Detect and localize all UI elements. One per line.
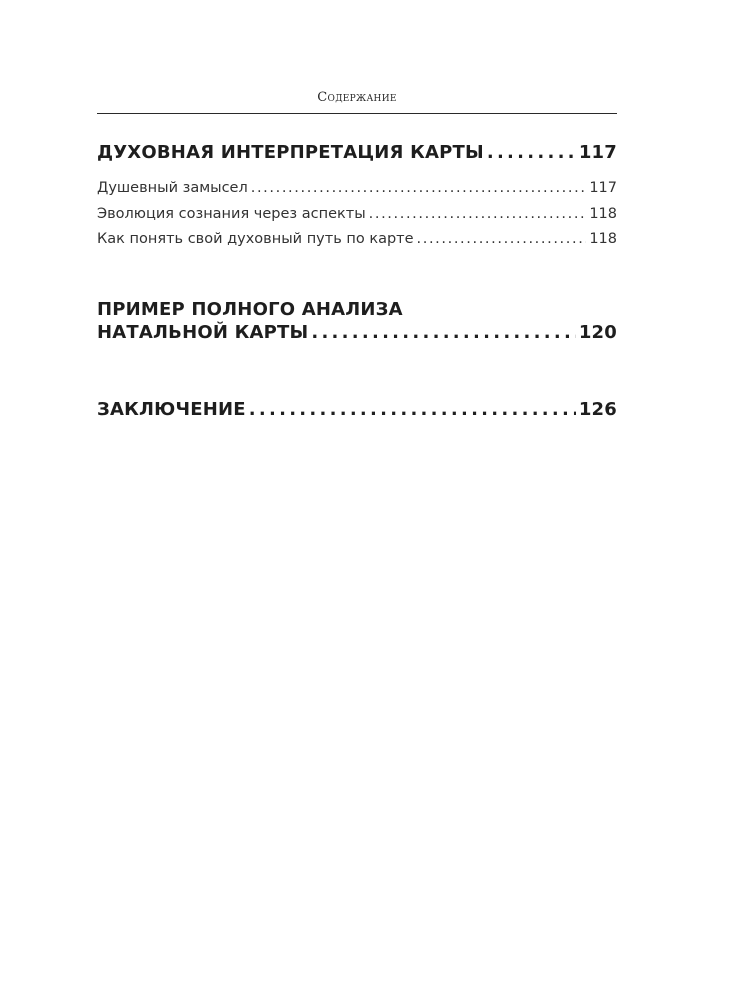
toc-chapter-spiritual-interpretation[interactable] (97, 142, 617, 163)
toc-page-number: 118 (589, 231, 617, 247)
toc-section-soul-design[interactable] (97, 180, 617, 196)
dot-leader (311, 322, 575, 343)
toc-section-title: Эволюция сознания через аспекты (97, 206, 366, 222)
dot-leader (369, 206, 587, 222)
toc-chapter-conclusion[interactable] (97, 399, 617, 420)
toc-page-number: 117 (589, 180, 617, 196)
toc-page-number: 117 (578, 142, 617, 163)
toc-section-title: Как понять свой духовный путь по карте (97, 231, 414, 247)
toc-chapter-title: НАТАЛЬНОЙ КАРТЫ (97, 322, 309, 343)
toc-section-consciousness-evolution[interactable] (97, 206, 617, 222)
dot-leader (417, 231, 587, 247)
dot-leader (249, 399, 576, 420)
toc-chapter-title: ДУХОВНАЯ ИНТЕРПРЕТАЦИЯ КАРТЫ (97, 142, 484, 163)
running-head: Содержание (317, 90, 397, 105)
toc-page-number: 118 (589, 206, 617, 222)
header-rule (97, 113, 617, 114)
toc-section-title: Душевный замысел (97, 180, 248, 196)
toc-section-spiritual-path[interactable] (97, 231, 617, 247)
dot-leader (251, 180, 587, 196)
toc-chapter-title: ЗАКЛЮЧЕНИЕ (97, 399, 246, 420)
toc-chapter-title-line1[interactable]: ПРИМЕР ПОЛНОГО АНАЛИЗА (97, 299, 403, 320)
toc-page-number: 126 (578, 399, 617, 420)
dot-leader (487, 142, 576, 163)
toc-chapter-natal-chart-example[interactable] (97, 322, 617, 343)
toc-page-number: 120 (578, 322, 617, 343)
